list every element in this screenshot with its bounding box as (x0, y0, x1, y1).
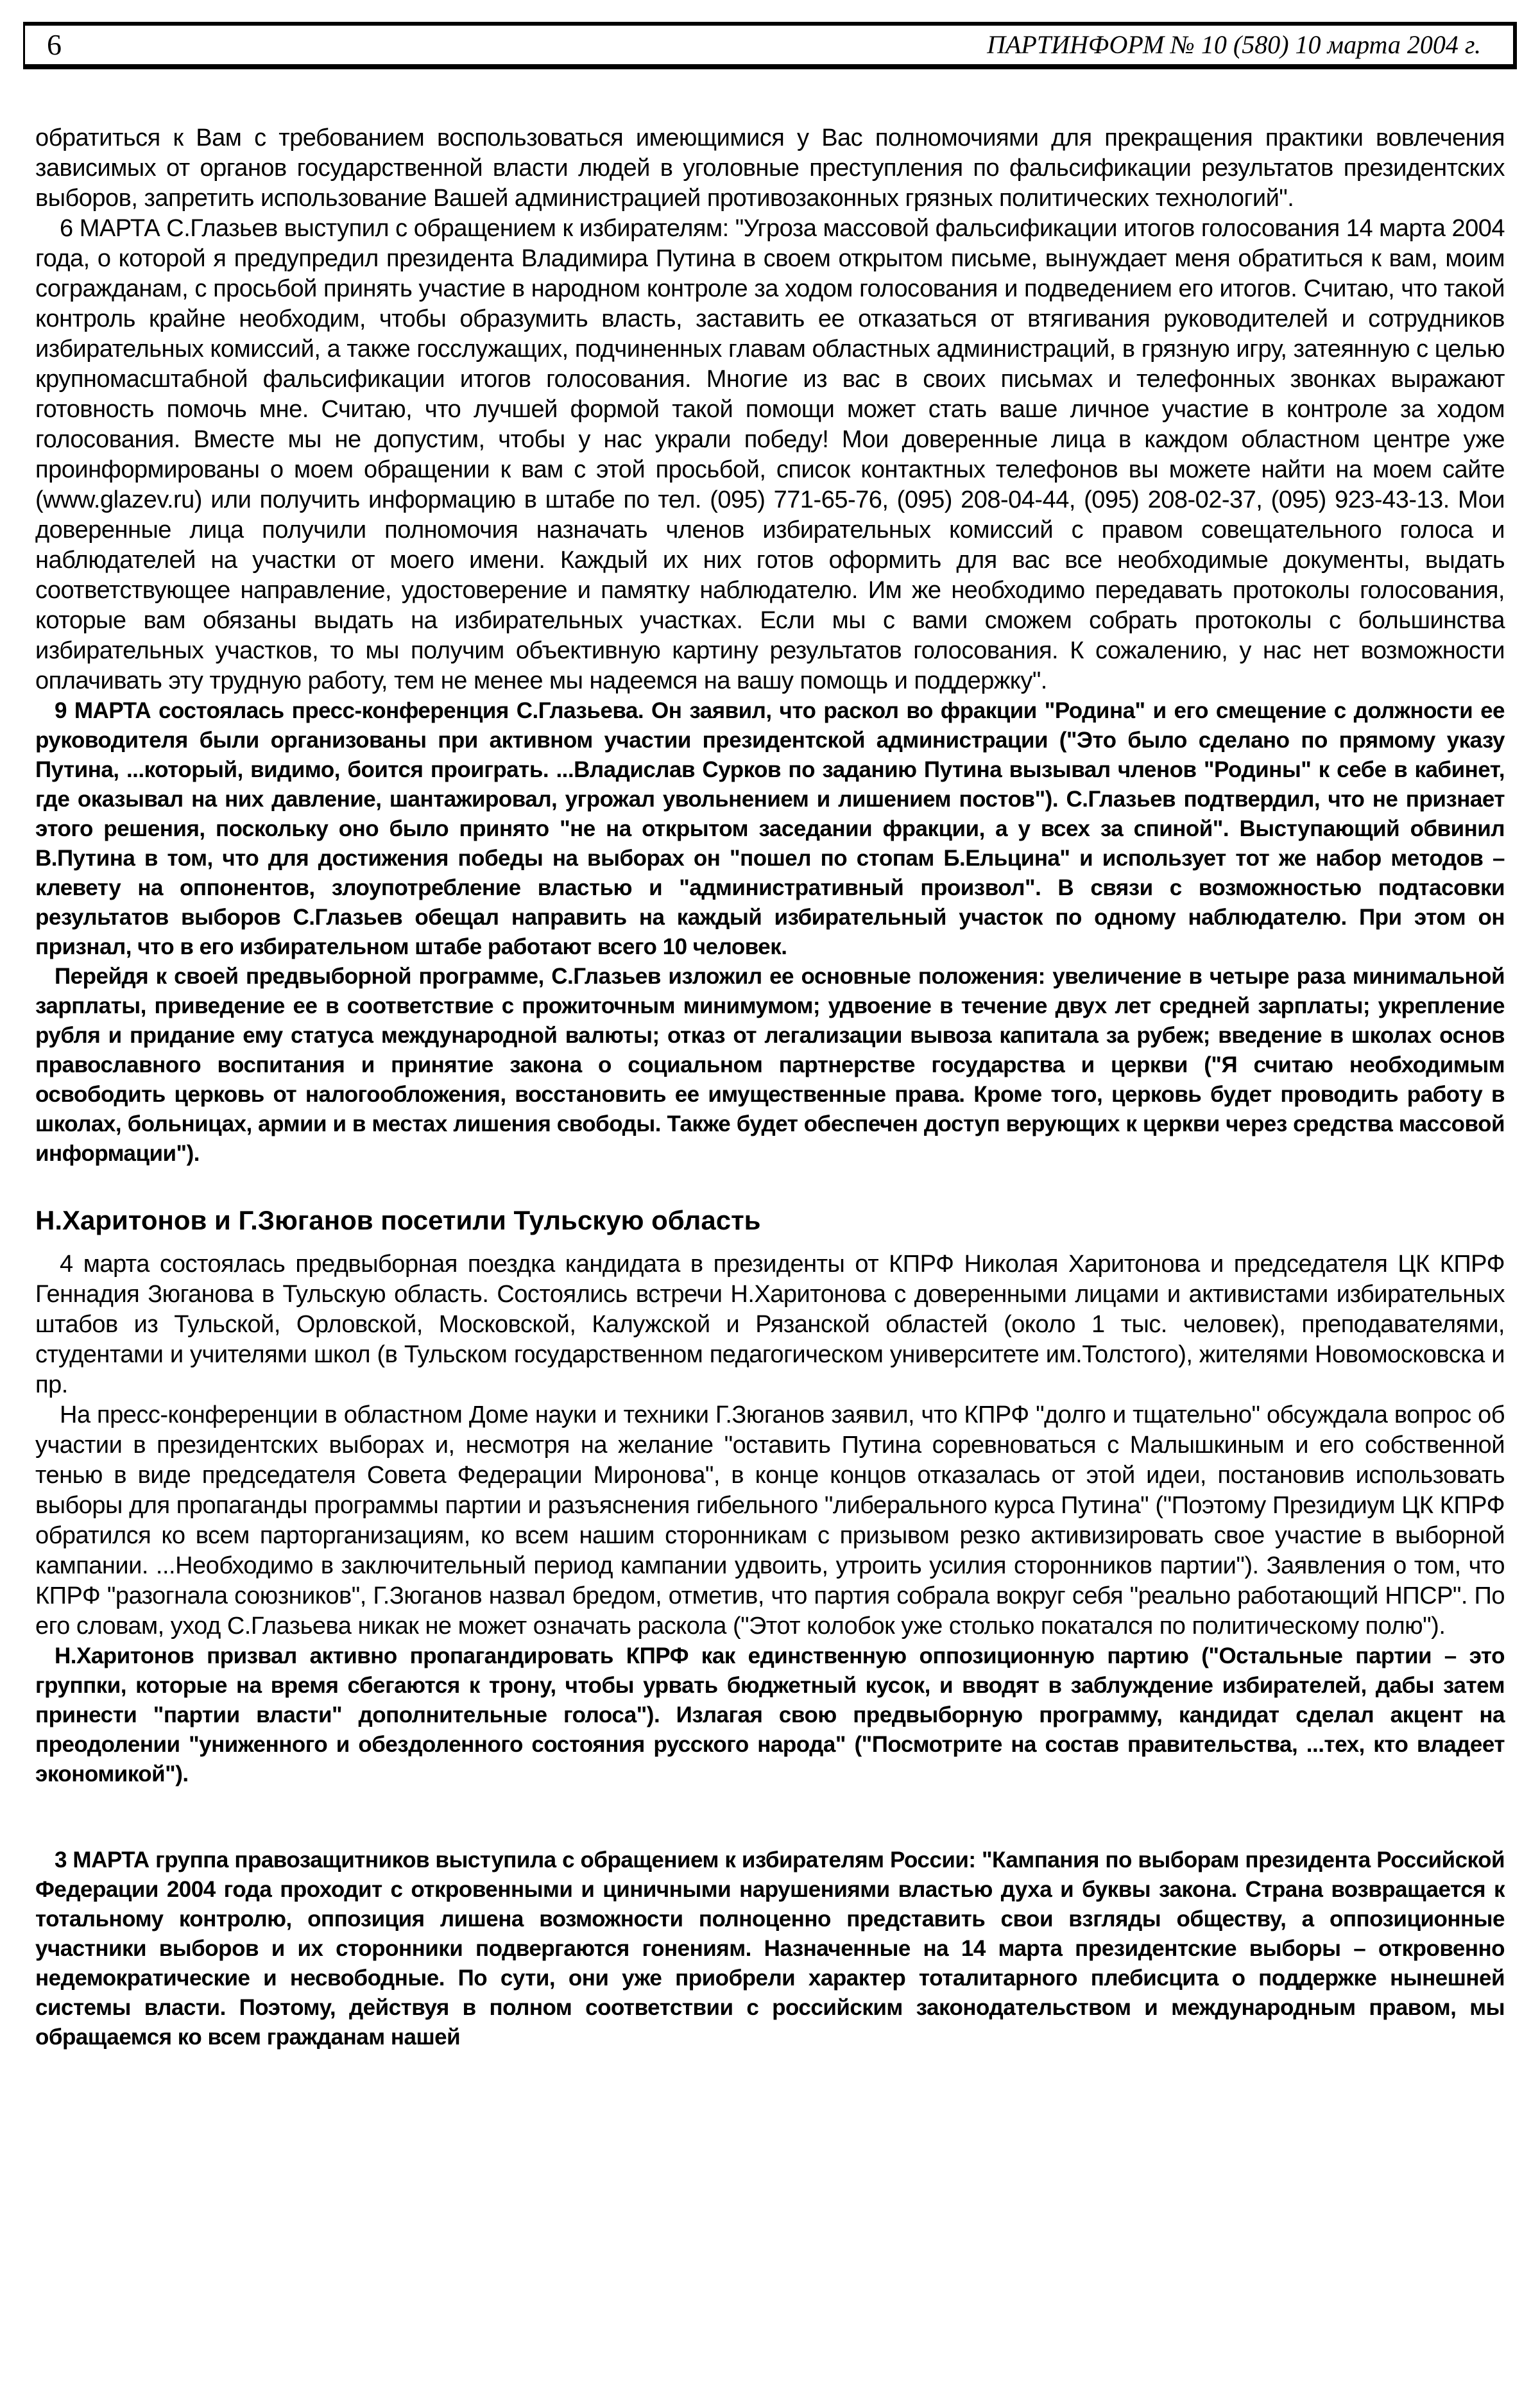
paragraph-glazyev-press-conference: 9 МАРТА состоялась пресс-конференция С.Глазьева. Он заявил, что раскол во фракции "Родина" и его смещение с должности ее руководителя были организованы при активном участии президентской администрации ("Это было сделано по прямому указу Путина, ...который, видимо, боится проиграть. ...Владислав Сурков по заданию Путина вызывал членов "Родины" к себе в кабинет, где оказывал на них давление, шантажировал, угрожал увольнением и лишением постов"). С.Глазьев подтвердил, что не признает этого решения, поскольку оно было принято "не на открытом заседании фракции, а у всех за спиной". Выступающий обвинил В.Путина в том, что для достижения победы на выборах он "пошел по стопам Б.Ельцина" и использует тот же набор методов – клевету на оппонентов, злоупотребление властью и "административный произвол". В связи с возможностью подтасовки результатов выборов С.Глазьев обещал направить на каждый избирательный участок по одному наблюдателю. При этом он признал, что в его избирательном штабе работают всего 10 человек. (35, 698, 1505, 959)
section-heading-kharitonov-zyuganov: Н.Харитонов и Г.Зюганов посетили Тульскую область (35, 1205, 761, 1235)
paragraph-tula-trip: 4 марта состоялась предвыборная поездка кандидата в президенты от КПРФ Николая Харитонова и председателя ЦК КПРФ Геннадия Зюганова в Тульскую область. Состоялись встречи Н.Харитонова с доверенными лицами и активистами избирательных штабов из Тульской, Орловской, Московской, Калужской и Рязанской областей (около 1 тыс. человек), преподавателями, студентами и учителями школ (в Тульском государственном педагогическом университете им.Толстого), жителями Новомосковска и пр. (35, 1251, 1505, 1398)
article-content (35, 123, 1505, 2052)
page-number: 6 (47, 28, 62, 61)
page-header (23, 22, 1517, 69)
paragraph-kharitonov-kprf: Н.Харитонов призвал активно пропагандировать КПРФ как единственную оппозиционную партию ("Остальные партии – это группки, которые на время сбегаются к трону, чтобы урвать бюджетный кусок, и вводят в заблуждение избирателей, дабы затем принести "партии власти" дополнительные голоса"). Излагая свою предвыборную программу, кандидат сделал акцент на преодолении "униженного и обездоленного состояния русского народа" ("Посмотрите на состав правительства, ...тех, кто владеет экономикой"). (35, 1643, 1505, 1786)
paragraph-zyuganov-press-conference: На пресс-конференции в областном Доме науки и техники Г.Зюганов заявил, что КПРФ "долго и тщательно" обсуждала вопрос об участии в президентских выборах и, несмотря на желание "оставить Путина соревноваться с Малышкиным и его собственной тенью в виде председателя Совета Федерации Миронова", в конце концов отказалась от этой идеи, постановив использовать выборы для пропаганды программы партии и разъяснения гибельного "либерального курса Путина" ("Поэтому Президиум ЦК КПРФ обратился ко всем парторганизациям, ко всем нашим сторонникам с призывом резко активизировать свое участие в выборной кампании. ...Необходимо в заключительный период кампании удвоить, утроить усилия сторонников партии"). Заявления о том, что КПРФ "разогнала союзников", Г.Зюганов назвал бредом, отметив, что партия собрала вокруг себя "реально работающий НПСР". По его словам, уход С.Глазьева никак не может означать раскола ("Этот колобок уже столько покатался по политическому полю"). (35, 1401, 1505, 1640)
paragraph-glazyev-program: Перейдя к своей предвыборной программе, С.Глазьев изложил ее основные положения: увеличение в четыре раза минимальной зарплаты, приведение ее в соответствие с прожиточным минимумом; удвоение в течение двух лет средней зарплаты; укрепление рубля и придание ему статуса международной валюты; отказ от легализации вывоза капитала за рубеж; введение в школах основ православного воспитания и принятие закона о социальном партнерстве государства и церкви ("Я считаю необходимым освободить церковь от налогообложения, восстановить ее имущественные права. Кроме того, церковь будет проводить работу в школах, больницах, армии и в местах лишения свободы. Также будет обеспечен доступ верующих к церкви через средства массовой информации"). (35, 964, 1505, 1166)
paragraph-glazyev-appeal: 6 МАРТА С.Глазьев выступил с обращением к избирателям: "Угроза массовой фальсификации итогов голосования 14 марта 2004 года, о которой я предупредил президента Владимира Путина в своем открытом письме, вынуждает меня обратиться к вам, моим согражданам, с просьбой принять участие в народном контроле за ходом голосования и подведением его итогов. Считаю, что такой контроль крайне необходим, чтобы образумить власть, заставить ее отказаться от втягивания руководителей и сотрудников избирательных комиссий, а также госслужащих, подчиненных главам областных администраций, в грязную игру, затеянную с целью крупномасштабной фальсификации итогов голосования. Многие из вас в своих письмах и телефонных звонках выражают готовность помочь мне. Считаю, что лучшей формой такой помощи может стать ваше личное участие в контроле за ходом голосования. Вместе мы не допустим, чтобы у нас украли победу! Мои доверенные лица в каждом областном центре уже проинформированы о моем обращении к вам с этой просьбой, список контактных телефонов вы можете найти на моем сайте (www.glazev.ru) или получить информацию в штабе по тел. (095) 771-65-76, (095) 208-04-44, (095) 208-02-37, (095) 923-43-13. Мои доверенные лица получили полномочия назначать членов избирательных комиссий с правом совещательного голоса и наблюдателей на участки от моего имени. Каждый их них готов оформить для вас все необходимые документы, выдать соответствующее направление, удостоверение и памятку наблюдателю. Им же необходимо передавать протоколы голосования, которые вам обязаны выдать на избирательных участках. Если мы с вами сможем собрать протоколы с большинства избирательных участков, то мы получим объективную картину результатов голосования. К сожалению, у нас нет возможности оплачивать эту трудную работу, тем не менее мы надеемся на вашу помощь и поддержку". (35, 215, 1505, 694)
paragraph-continuation: обратиться к Вам с требованием воспользоваться имеющимися у Вас полномочиями для прекращения практики вовлечения зависимых от органов государственной власти людей в уголовные преступления по фальсификации результатов президентских выборов, запретить использование Вашей администрацией противозаконных грязных политических технологий". (35, 124, 1505, 212)
paragraph-rights-activists-appeal: 3 МАРТА группа правозащитников выступила с обращением к избирателям России: "Кампания по выборам президента Российской Федерации 2004 года проходит с откровенными и циничными нарушениями властью духа и буквы закона. Страна возвращается к тотальному контролю, оппозиция лишена возможности полноценно представить свои взгляды обществу, а оппозиционные участники выборов и их сторонники подвергаются гонениям. Назначенные на 14 марта президентские выборы – откровенно недемократические и несвободные. По сути, они уже приобрели характер тоталитарного плебисцита о поддержке нынешней системы власти. Поэтому, действуя в полном соответствии с российским законодательством и международным правом, мы обращаемся ко всем гражданам нашей (35, 1847, 1505, 2050)
issue-title: ПАРТИНФОРМ № 10 (580) 10 марта 2004 г. (987, 30, 1481, 59)
